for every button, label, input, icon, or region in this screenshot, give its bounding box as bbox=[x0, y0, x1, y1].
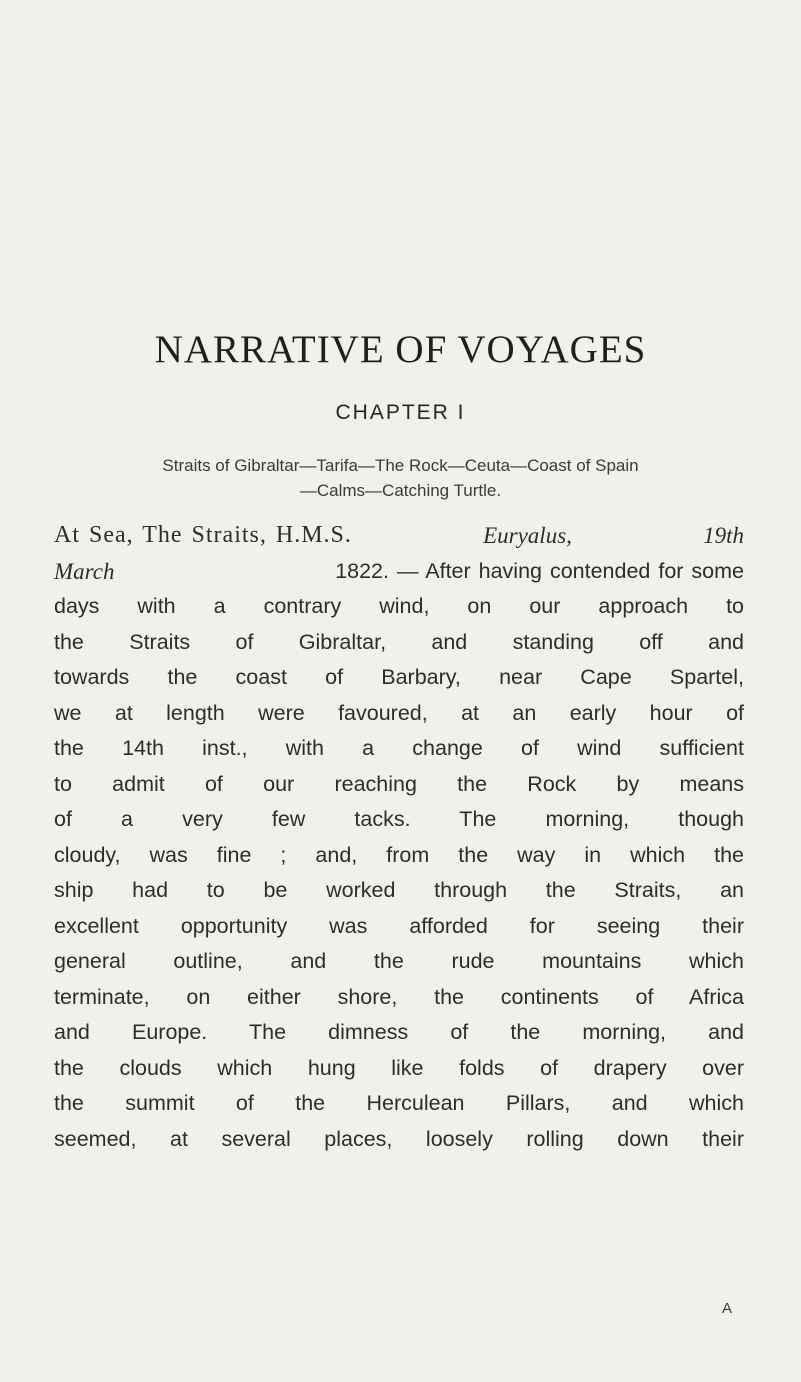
body-line bbox=[54, 767, 744, 803]
body-line bbox=[54, 625, 744, 661]
body-line bbox=[54, 944, 744, 980]
line-text: seemed, at several places, loosely rolling down their bbox=[54, 1126, 744, 1151]
opening-day: 19th bbox=[703, 523, 744, 548]
body-line bbox=[54, 1015, 744, 1051]
opening-place: At Sea, The Straits, H.M.S. bbox=[54, 522, 352, 548]
opening-continuation: 1822. — After having contended for some bbox=[335, 558, 744, 583]
chapter-synopsis bbox=[0, 453, 801, 503]
line-text: towards the coast of Barbary, near Cape Spartel, bbox=[54, 665, 744, 689]
opening-line bbox=[54, 518, 744, 554]
chapter-heading: CHAPTER I bbox=[335, 401, 466, 424]
signature-mark: A bbox=[722, 1300, 733, 1317]
body-line bbox=[54, 1086, 744, 1122]
opening-month: March bbox=[54, 558, 115, 584]
body-line bbox=[54, 980, 744, 1016]
line-text: terminate, on either shore, the continents of Africa bbox=[54, 984, 744, 1009]
line-text: general outline, and the rude mountains which bbox=[54, 949, 744, 973]
body-line bbox=[54, 731, 744, 767]
line-text: we at length were favoured, at an early hour of bbox=[54, 700, 744, 725]
body-line bbox=[54, 589, 744, 625]
line-text: the clouds which hung like folds of drapery over bbox=[54, 1055, 744, 1080]
line-text: to admit of our reaching the Rock by means bbox=[54, 771, 744, 796]
body-line bbox=[54, 838, 744, 874]
line-text: of a very few tacks. The morning, though bbox=[54, 807, 744, 831]
body-line bbox=[54, 696, 744, 732]
body-text bbox=[54, 518, 744, 1157]
line-text: cloudy, was fine ; and, from the way in which the bbox=[54, 842, 744, 867]
body-line bbox=[54, 1051, 744, 1087]
line-text: and Europe. The dimness of the morning, and bbox=[54, 1020, 744, 1044]
body-line bbox=[54, 802, 744, 838]
body-line bbox=[54, 909, 744, 945]
body-line bbox=[54, 554, 744, 590]
line-text: the Straits of Gibraltar, and standing off and bbox=[54, 629, 744, 654]
synopsis-line: Straits of Gibraltar—Tarifa—The Rock—Ceuta—Coast of Spain bbox=[162, 456, 639, 475]
body-line bbox=[54, 1122, 744, 1158]
body-line bbox=[54, 660, 744, 696]
line-text: the 14th inst., with a change of wind sufficient bbox=[54, 736, 744, 760]
line-text: ship had to be worked through the Straits, an bbox=[54, 878, 744, 902]
ship-name: Euryalus, bbox=[483, 523, 572, 548]
page-title: NARRATIVE OF VOYAGES bbox=[154, 328, 647, 371]
line-text: the summit of the Herculean Pillars, and which bbox=[54, 1091, 744, 1115]
line-text: excellent opportunity was afforded for seeing their bbox=[54, 913, 744, 938]
synopsis-line: —Calms—Catching Turtle. bbox=[299, 481, 502, 500]
body-line bbox=[54, 873, 744, 909]
line-text: days with a contrary wind, on our approach to bbox=[54, 594, 744, 618]
